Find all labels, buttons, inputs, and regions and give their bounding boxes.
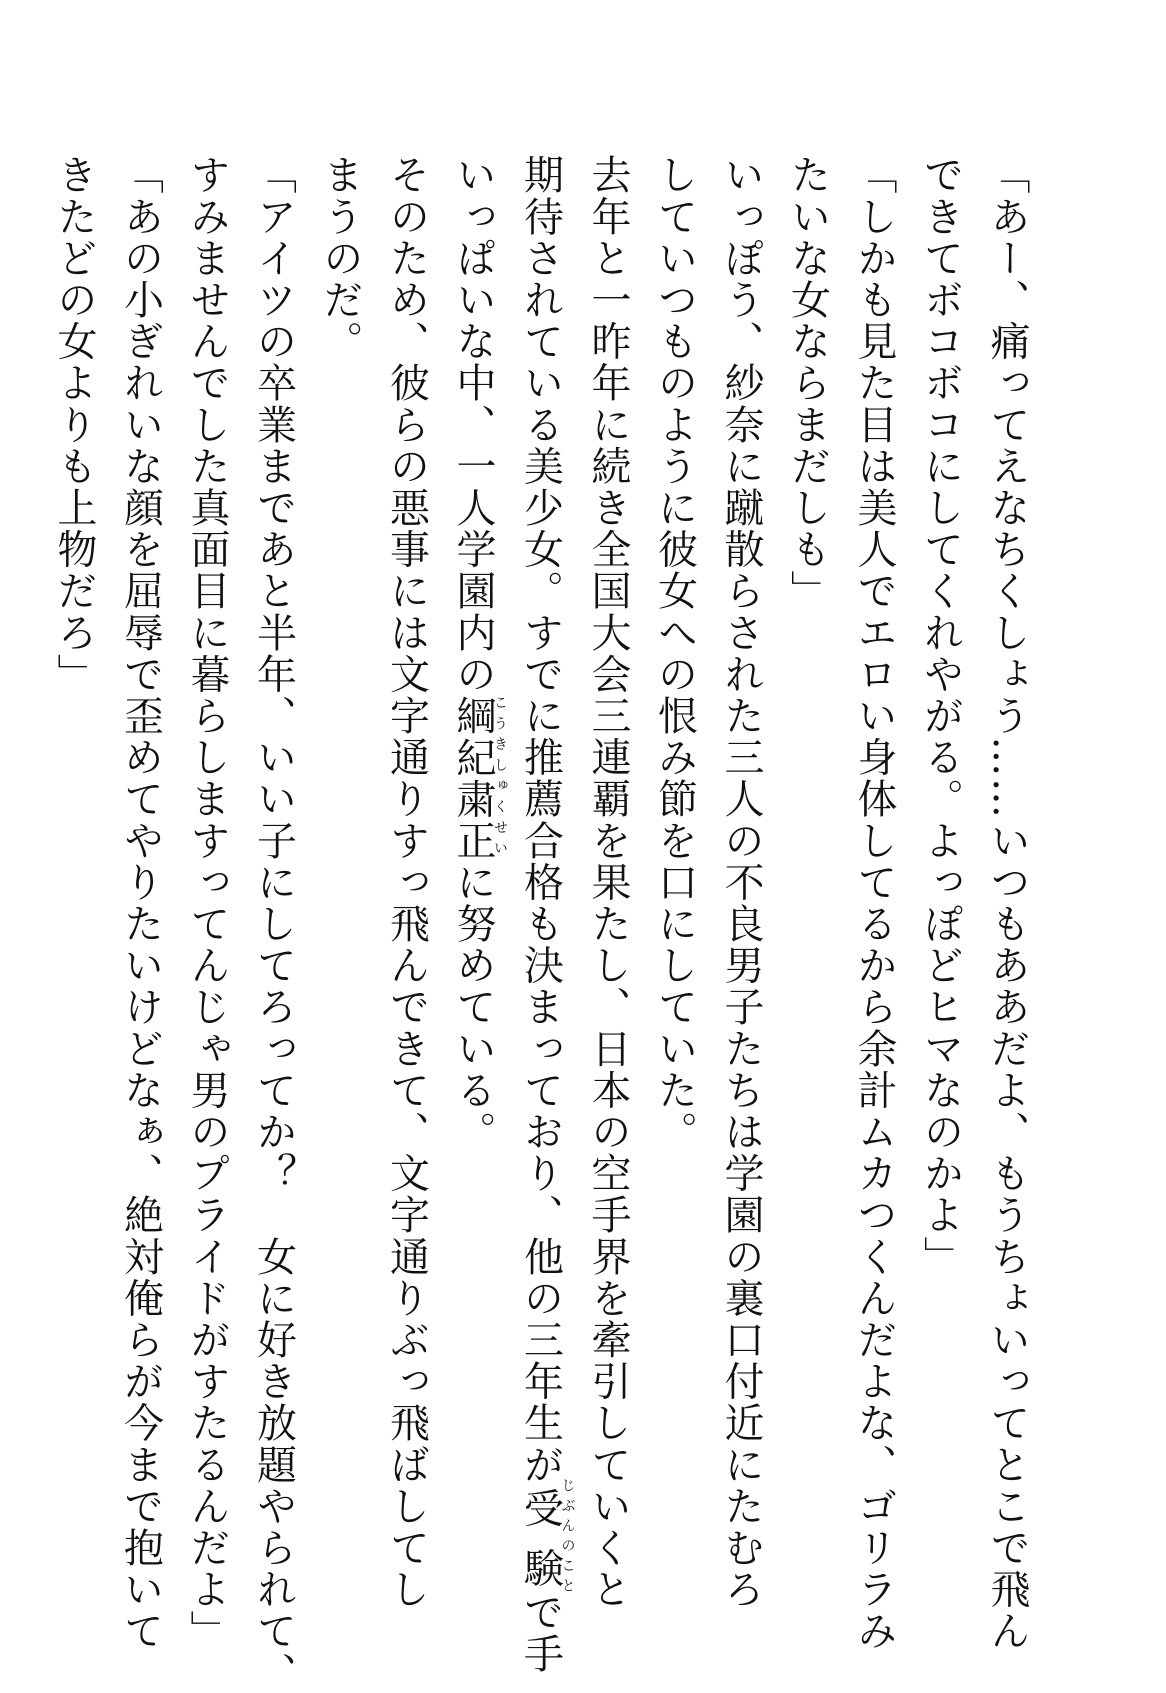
- text-line-11: まうのだ。: [317, 154, 363, 362]
- text-line-2: できてボコボコにしてくれやがる。よっぽどヒマなのかよ」: [917, 154, 964, 1278]
- ruby-koukishukusei-base: 綱紀粛正: [450, 694, 496, 862]
- ruby-koukishukusei: [450, 694, 508, 862]
- ruby-juken-base: 受験: [517, 1478, 564, 1599]
- text-line-5: いっぽう、紗奈に蹴散らされた三人の不良男子たちは学園の裏口付近にたむろ: [718, 154, 764, 1610]
- text-line-14: 「あの小ぎれいな顔を屈辱で歪めてやりたいけどなぁ、絶対俺らが今まで抱いて: [117, 154, 164, 1652]
- ruby-juken: [517, 1478, 576, 1599]
- text-line-8-after: で手: [517, 1591, 564, 1675]
- text-line-9-before: いっぱいな中、一人学園内の: [450, 154, 496, 695]
- text-line-4: たいな女ならまだしも」: [784, 154, 831, 612]
- ruby-juken-reading: じぶんのこと: [559, 1478, 576, 1599]
- text-line-9: [440, 154, 508, 1494]
- text-line-15: きたどの女よりも上物だろ」: [51, 154, 97, 695]
- text-line-12: 「アイツの卒業まであと半年、いい子にしてろってか？ 女に好き放題やられて、: [250, 154, 297, 1693]
- ruby-koukishukusei-reading: こうきしゅくせい: [492, 694, 508, 862]
- text-line-9-after: に努めている。: [450, 861, 496, 1153]
- text-line-13: すみませんでした真面目に暮らしますってんじゃ男のプライドがすたるんだよ」: [184, 154, 230, 1652]
- text-line-8-before: 期待されている美少女。すでに推薦合格も決まっており、他の三年生が: [517, 154, 564, 1486]
- vertical-text-block: [51, 154, 1040, 1693]
- text-line-7: 去年と一昨年に続き全国大会三連覇を果たし、日本の空手界を牽引していくと: [585, 154, 631, 1610]
- text-line-6: していつものように彼女への恨み節を口にしていた。: [651, 154, 698, 1153]
- text-line-3: 「しかも見た目は美人でエロい身体してるから余計ムカつくんだよな、ゴリラみ: [851, 154, 897, 1652]
- text-line-8: [507, 154, 576, 1675]
- text-line-1: 「あー、痛ってえなちくしょう……いつもああだよ、もうちょいってとこで飛ん: [984, 154, 1030, 1652]
- text-line-10: そのため、彼らの悪事には文字通りすっ飛んできて、文字通りぶっ飛ばしてし: [383, 154, 430, 1610]
